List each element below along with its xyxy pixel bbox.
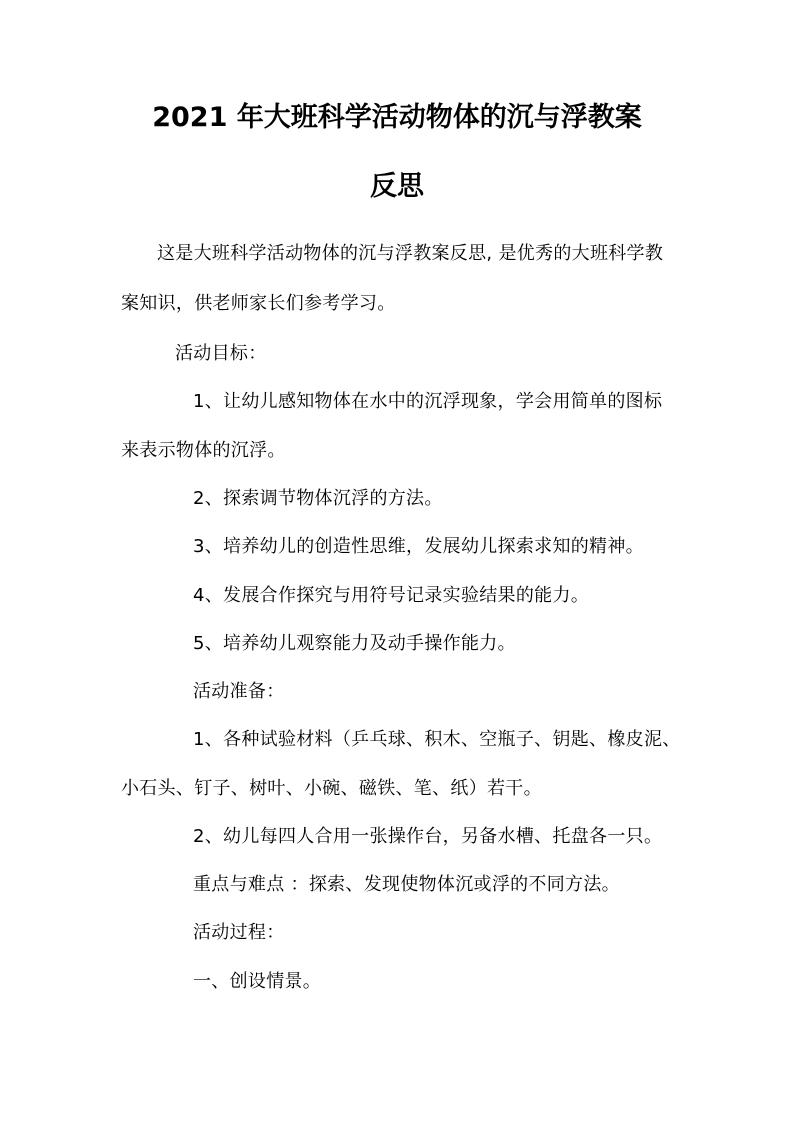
prep-item-1-line-2: 小石头、钉子、树叶、小碗、磁铁、笔、纸）若干。 (121, 778, 542, 799)
intro-paragraph-line-1: 这是大班科学活动物体的沉与浮教案反思, 是优秀的大班科学教 (157, 243, 664, 264)
intro-paragraph-line-2: 案知识，供老师家长们参考学习。 (121, 293, 396, 314)
key-points-paragraph: 重点与难点 ：探索、发现使物体沉或浮的不同方法。 (193, 874, 620, 895)
goal-item-5: 5、培养幼儿观察能力及动手操作能力。 (193, 633, 516, 654)
goal-item-1-line-1: 1、让幼儿感知物体在水中的沉浮现象，学会用简单的图标 (193, 391, 663, 412)
prep-item-2: 2、幼儿每四人合用一张操作台，另备水槽、托盘各一只。 (193, 826, 663, 847)
goal-item-2: 2、探索调节物体沉浮的方法。 (193, 488, 443, 509)
goal-item-3: 3、培养幼儿的创造性思维，发展幼儿探索求知的精神。 (193, 536, 644, 557)
section-heading-process: 活动过程： (193, 922, 285, 943)
process-step-1: 一、创设情景。 (193, 971, 322, 992)
document-title-line-1: 2021 年大班科学活动物体的沉与浮教案 (152, 102, 642, 133)
document-title-line-2: 反思 (370, 171, 424, 202)
goal-item-1-line-2: 来表示物体的沉浮。 (121, 440, 286, 461)
section-heading-preparation: 活动准备： (193, 681, 285, 702)
section-heading-goals: 活动目标： (175, 343, 267, 364)
goal-item-4: 4、发展合作探究与用符号记录实验结果的能力。 (193, 585, 590, 606)
prep-item-1-line-1: 1、各种试验材料（乒乓球、积木、空瓶子、钥匙、橡皮泥、 (193, 729, 681, 750)
